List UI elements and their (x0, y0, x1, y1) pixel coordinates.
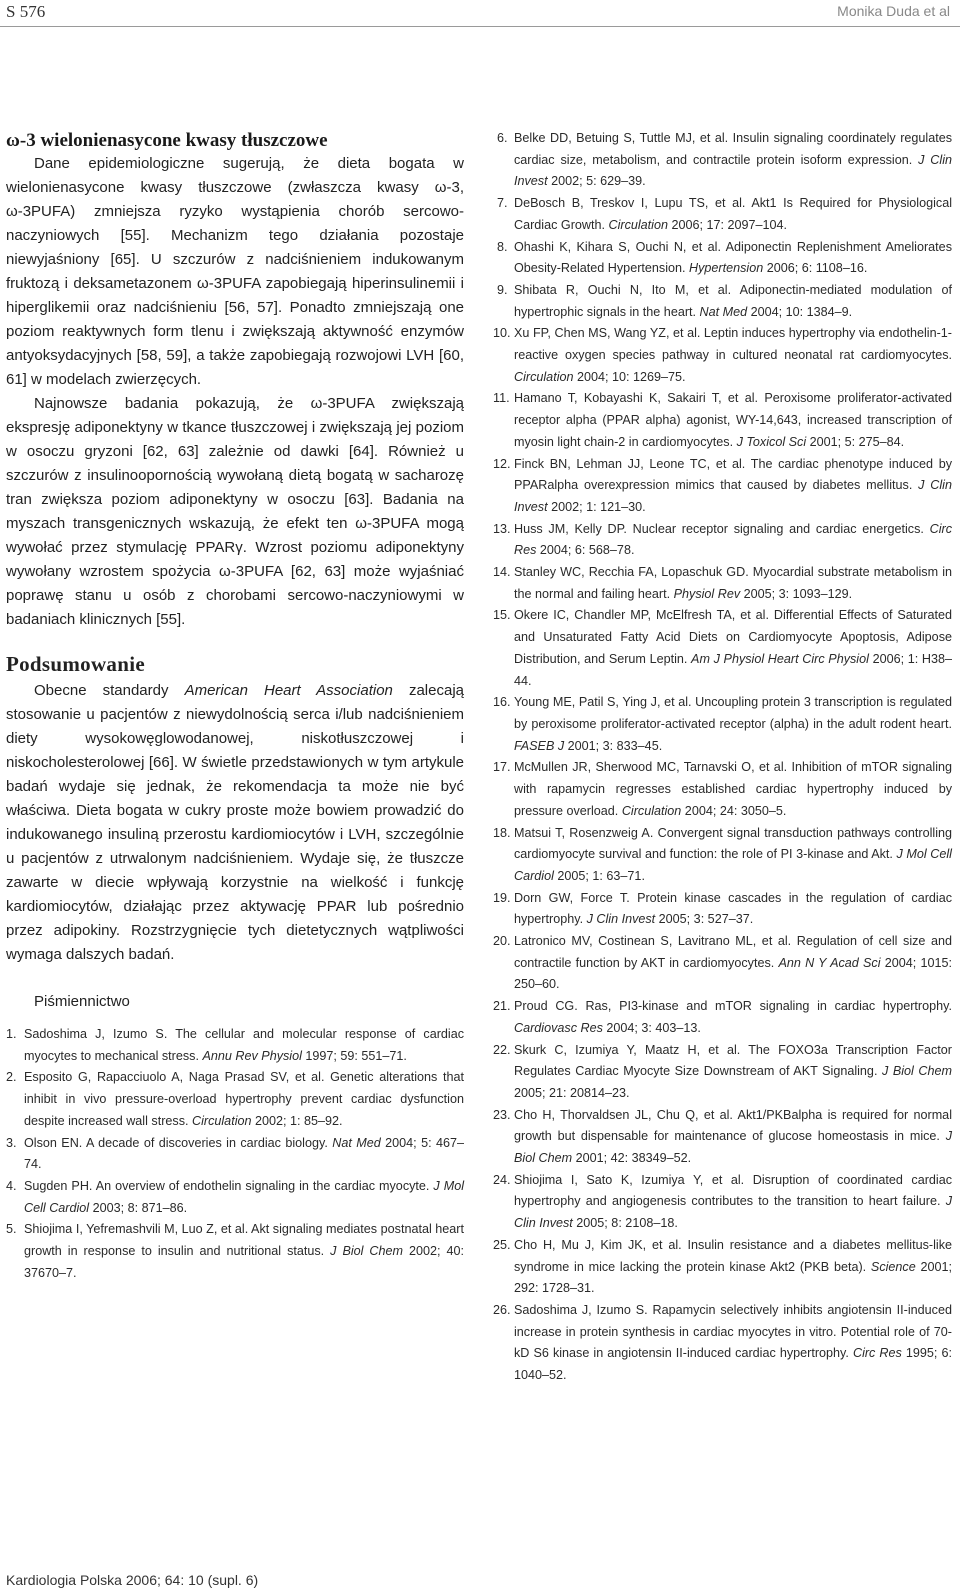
reference-volume: 2004; 10: 1384–9. (747, 304, 853, 319)
reference-item (493, 454, 952, 519)
reference-text: McMullen JR, Sherwood MC, Tarnavski O, et al. Inhibition of mTOR signaling with rapamycin regresses established cardiac hypertrophy induced by pressure overload. (514, 760, 952, 818)
reference-text: Shibata R, Ouchi N, Ito M, et al. Adiponectin-mediated modulation of hypertrophic signals in the heart. (514, 282, 952, 319)
reference-journal: Nat Med (332, 1135, 381, 1150)
reference-number: 2. (6, 1070, 17, 1085)
reference-journal: Circulation (621, 803, 682, 818)
reference-volume: 2004; 6: 568–78. (536, 543, 635, 558)
references-heading: Piśmiennictwo (34, 993, 130, 1010)
reference-number: 25. (493, 1237, 511, 1252)
reference-number: 18. (493, 825, 511, 840)
reference-text: DeBosch B, Treskov I, Lupu TS, et al. Akt1 Is Required for Physiological Cardiac Growth. (514, 196, 952, 232)
reference-text: Esposito G, Rapacciuolo A, Naga Prasad SV, et al. Genetic alterations that inhibit in vivo pressure-overload hypertrophy prevent cardiac dysfunction despite increased wall stress. (24, 1070, 464, 1128)
reference-journal: Science (870, 1259, 916, 1274)
reference-item (493, 1040, 952, 1105)
reference-volume: 2006; 6: 1108–16. (763, 261, 868, 276)
right-column (493, 128, 953, 1387)
reference-journal: J Clin Invest (514, 1194, 952, 1231)
reference-journal: J Toxicol Sci (736, 434, 807, 449)
reference-journal: J Mol Cell Cardiol (24, 1178, 464, 1215)
reference-journal: J Clin Invest (514, 478, 952, 514)
reference-item (493, 1300, 952, 1387)
reference-volume: 2002; 1: 121–30. (547, 499, 646, 514)
reference-number: 6. (497, 131, 508, 145)
reference-number: 1. (6, 1027, 17, 1041)
reference-volume: 2004; 1015: 250–60. (514, 955, 952, 992)
reference-number: 24. (493, 1172, 511, 1187)
reference-text: Xu FP, Chen MS, Wang YZ, et al. Leptin induces hypertrophy via endothelin-1- reactive oxygen species pathway in cultured neonatal rat cardiomyocytes. (514, 326, 952, 363)
summary-italic-aha: American Heart Association (184, 682, 393, 699)
reference-volume: 2005; 8: 2108–18. (572, 1216, 678, 1231)
reference-journal: Nat Med (699, 304, 748, 319)
reference-text: Dorn GW, Force T. Protein kinase cascades in the regulation of cardiac hypertrophy. (514, 890, 952, 927)
reference-number: 23. (493, 1107, 511, 1122)
journal-footer: Kardiologia Polska 2006; 64: 10 (supl. 6) (6, 1572, 259, 1588)
reference-journal: Hypertension (689, 261, 764, 276)
references-list-right (493, 128, 953, 1387)
reference-text: Latronico MV, Costinean S, Lavitrano ML, et al. Regulation of cell size and contractile function by AKT in cardiomyocytes. (514, 934, 952, 970)
reference-journal: Ann N Y Acad Sci (778, 955, 881, 970)
reference-journal: Am J Physiol Heart Circ Physiol (691, 651, 869, 666)
reference-text: Proud CG. Ras, PI3-kinase and mTOR signaling in cardiac hypertrophy. (514, 999, 952, 1014)
reference-item (493, 1105, 952, 1170)
reference-text: Cho H, Thorvaldsen JL, Chu Q, et al. Akt1/PKBalpha is required for normal growth but dispensable for maintenance of glucose homeostasis in mice. (514, 1107, 952, 1144)
reference-text: Shiojima I, Yefremashvili M, Luo Z, et al. Akt signaling mediates postnatal heart growth in response to insulin and nutritional status. (24, 1222, 464, 1259)
reference-volume: 2005; 3: 527–37. (655, 912, 754, 927)
reference-journal: Annu Rev Physiol (202, 1048, 302, 1063)
paragraph-omega3-1: Dane epidemiologiczne sugerują, że dieta bogata w wielonienasycone kwasy tłuszczowe (zwłaszcza kwasy ω-3, ω-3PUFA) zmniejsza ryzyko wystąpienia chorób sercowo-naczyniowych [55]. Mechanizm tego działania pozostaje niewyjaśniony [65]. U szczurów z nadciśnieniem indukowanym fruktozą i deksametazonem ω-3PUFA zapobiegają hiperinsulinemii i hiperglikemii oraz nadciśnieniu [56, 57]. Ponadto zmniejszają one poziom reaktywnych form tlenu i zwiększają aktywność enzymów antyoksydacyjnych [58, 59], a także zapobiegają rozwojowi LVH [60, 61] w modelach zwierzęcych. (6, 155, 464, 388)
reference-volume: 2006; 17: 2097–104. (667, 217, 788, 232)
reference-item (6, 1133, 464, 1176)
reference-journal: Circulation (608, 217, 668, 232)
reference-number: 21. (493, 999, 511, 1014)
reference-volume: 2004; 24: 3050–5. (681, 803, 787, 818)
references-list-left (6, 1024, 464, 1284)
reference-volume: 2004; 5: 467–74. (24, 1135, 464, 1172)
page-number: S 576 (6, 2, 46, 21)
reference-text: Finck BN, Lehman JJ, Leone TC, et al. The cardiac phenotype induced by PPARalpha overexpression mimics that caused by diabetes mellitus. (514, 456, 952, 493)
reference-journal: J Mol Cell Cardiol (514, 847, 952, 883)
reference-text: Huss JM, Kelly DP. Nuclear receptor signaling and cardiac energetics. (514, 521, 930, 536)
reference-text: Hamano T, Kobayashi K, Sakairi T, et al. Peroxisome proliferator-activated receptor alpha (PPAR alpha) agonist, WY-14,643, increased transcription of myosin light chain-2 in cardiomyocytes. (514, 391, 952, 449)
reference-volume: 2005; 1: 63–71. (553, 868, 645, 883)
reference-item (493, 519, 952, 562)
reference-item (493, 757, 952, 822)
reference-text: Stanley WC, Recchia FA, Lopaschuk GD. Myocardial substrate metabolism in the normal and failing heart. (514, 565, 952, 601)
reference-volume: 1995; 6: 1040–52. (514, 1346, 952, 1383)
reference-number: 13. (493, 521, 511, 536)
reference-number: 20. (493, 934, 511, 949)
summary-body (6, 679, 464, 967)
reference-number: 15. (493, 608, 511, 623)
reference-number: 12. (493, 456, 511, 471)
reference-text: Ohashi K, Kihara S, Ouchi N, et al. Adiponectin Replenishment Ameliorates Obesity-Related Hypertension. (514, 239, 952, 276)
reference-journal: Circulation (192, 1113, 252, 1128)
reference-number: 9. (497, 282, 508, 297)
reference-volume: 2003; 8: 871–86. (89, 1200, 188, 1215)
article-body (6, 152, 464, 632)
paragraph-summary (6, 679, 464, 967)
reference-number: 4. (6, 1178, 17, 1193)
reference-item (493, 888, 952, 931)
reference-text: Skurk C, Izumiya Y, Maatz H, et al. The FOXO3a Transcription Factor Regulates Cardiac Myocyte Size Downstream of AKT Signaling. (514, 1042, 952, 1079)
reference-text: Belke DD, Betuing S, Tuttle MJ, et al. Insulin signaling coordinately regulates cardiac size, metabolism, and contractile protein isoform expression. (514, 131, 952, 167)
reference-text: Olson EN. A decade of discoveries in cardiac biology. (24, 1135, 333, 1150)
reference-text: Sadoshima J, Izumo S. Rapamycin selectively inhibits angiotensin II-induced increase in protein synthesis in cardiac myocytes in vitro. Potential role of 70-kD S6 kinase in angiotensin II-induced cardiac hypertrophy. (514, 1302, 952, 1361)
reference-journal: FASEB J (514, 738, 565, 753)
reference-volume: 2005; 3: 1093–129. (740, 586, 853, 601)
reference-number: 7. (497, 196, 508, 211)
reference-number: 11. (493, 391, 510, 406)
reference-text: Shiojima I, Sato K, Izumiya Y, et al. Disruption of coordinated cardiac hypertrophy and angiogenesis contributes to the transition to heart failure. (514, 1172, 952, 1209)
reference-item (497, 128, 952, 193)
reference-item (493, 931, 952, 996)
reference-item (497, 280, 952, 323)
reference-volume: 2001; 42: 38349–52. (572, 1151, 692, 1166)
reference-journal: Circ Res (852, 1346, 902, 1361)
reference-text: Okere IC, Chandler MP, McElfresh TA, et al. Differential Effects of Saturated and Unsaturated Fatty Acid Diets on Cardiomyocyte Apoptosis, Adipose Distribution, and Serum Leptin. (514, 608, 952, 666)
reference-item (493, 1235, 952, 1300)
reference-item (493, 692, 952, 757)
reference-volume: 2004; 10: 1269–75. (573, 369, 686, 384)
reference-item (6, 1067, 464, 1132)
subsection-heading: ω-3 wielonienasycone kwasy tłuszczowe (6, 130, 328, 151)
reference-number: 10. (493, 326, 511, 341)
reference-number: 5. (6, 1222, 17, 1237)
reference-item (497, 193, 952, 236)
reference-volume: 2001; 292: 1728–31. (514, 1259, 952, 1296)
reference-number: 19. (493, 890, 511, 905)
reference-item (493, 996, 952, 1039)
reference-volume: 2005; 21: 20814–23. (514, 1085, 630, 1100)
reference-journal: Circ Res (514, 521, 952, 558)
section-heading-summary: Podsumowanie (6, 652, 145, 676)
reference-journal: J Biol Chem (514, 1129, 952, 1166)
reference-text: Cho H, Mu J, Kim JK, et al. Insulin resistance and a diabetes mellitus-like syndrome in mice lacking the protein kinase Akt2 (PKB beta). (514, 1237, 952, 1274)
reference-journal: J Biol Chem (330, 1244, 404, 1259)
reference-volume: 2001; 3: 833–45. (564, 738, 663, 753)
reference-volume: 2004; 3: 403–13. (602, 1020, 701, 1035)
reference-number: 8. (497, 239, 508, 254)
reference-journal: J Clin Invest (586, 912, 656, 927)
reference-text: Matsui T, Rosenzweig A. Convergent signal transduction pathways controlling cardiomyocyte survival and function: the role of PI 3-kinase and Akt. (514, 825, 952, 862)
reference-item (493, 605, 953, 692)
reference-number: 3. (6, 1135, 17, 1150)
reference-journal: J Biol Chem (882, 1064, 952, 1079)
reference-item (6, 1176, 464, 1219)
left-column (6, 130, 464, 1284)
reference-item (493, 562, 952, 605)
reference-volume: 1997; 59: 551–71. (301, 1048, 407, 1063)
reference-journal: J Clin Invest (514, 152, 952, 189)
reference-number: 17. (493, 760, 511, 775)
reference-item (493, 823, 952, 888)
reference-volume: 2006; 1: H38–44. (514, 651, 953, 688)
reference-text: Sadoshima J, Izumo S. The cellular and molecular response of cardiac myocytes to mechanical stress. (24, 1027, 464, 1063)
reference-item (497, 237, 952, 280)
reference-volume: 2002; 1: 85–92. (251, 1113, 343, 1128)
reference-number: 22. (493, 1042, 511, 1057)
running-header (0, 0, 960, 27)
reference-journal: Physiol Rev (673, 586, 741, 601)
reference-volume: 2002; 40: 37670–7. (24, 1244, 465, 1280)
reference-item (6, 1024, 464, 1067)
summary-text-rest: zalecają stosowanie u pacjentów z niewydolnością serca i/lub nadciśnieniem diety wysokowęglowodanowej, niskotłuszczowej i niskocholesterolowej [66]. W świetle przedstawionych w tym artykule badań wydaje się jednak, że rekomendacja ta może nie być właściwa. Dieta bogata w cukry proste może bowiem prowadzić do indukowanego insuliną przerostu kardiomiocytów i LVH, szczególnie u pacjentów z utrwalonym nadciśnieniem. Wydaje się, że tłuszcze zawarte w diecie wpływają korzystnie na wielkość i funkcję kardiomiocytów, działając przez aktywację PPAR lub pośrednio przez adipokiny. Rozstrzygnięcie tych dietetycznych wątpliwości wymaga dalszych badań. (6, 682, 464, 963)
running-authors: Monika Duda et al (837, 3, 950, 19)
reference-number: 26. (493, 1302, 511, 1317)
reference-text: Sugden PH. An overview of endothelin signaling in the cardiac myocyte. (24, 1178, 434, 1193)
reference-item (493, 323, 952, 388)
reference-item (493, 1170, 952, 1235)
reference-volume: 2002; 5: 629–39. (547, 174, 646, 189)
reference-number: 14. (493, 565, 511, 580)
reference-item (493, 388, 952, 453)
reference-text: Young ME, Patil S, Ying J, et al. Uncoupling protein 3 transcription is regulated by peroxisome proliferator-activated receptor (alpha) in the adult rodent heart. (514, 695, 952, 731)
reference-journal: Cardiovasc Res (514, 1020, 603, 1035)
reference-item (6, 1219, 464, 1284)
reference-volume: 2001; 5: 275–84. (806, 434, 905, 449)
reference-number: 16. (493, 695, 511, 710)
paragraph-omega3-2: Najnowsze badania pokazują, że ω-3PUFA zwiększają ekspresję adiponektyny w tkance tłuszczowej i zwiększają jej poziom w osoczu gryzoni [62, 63] zależnie od dawki [64]. Również u szczurów z insulinoopornością wywołaną dietą bogatą w sacharozę tran zwiększa poziom adiponektyny w osoczu [63]. Badania na myszach transgenicznych wskazują, że efekt ten ω-3PUFA mogą wywołać przez stymulację PPARγ. Wzrost poziomu adiponektyny wywołany wzrostem spożycia ω-3PUFA [62, 63] może wyjaśniać poprawę stanu u osób z chorobami sercowo-naczyniowymi w badaniach klinicznych [55]. (6, 395, 464, 628)
reference-journal: Circulation (514, 369, 574, 384)
summary-text-start: Obecne standardy (34, 682, 185, 699)
